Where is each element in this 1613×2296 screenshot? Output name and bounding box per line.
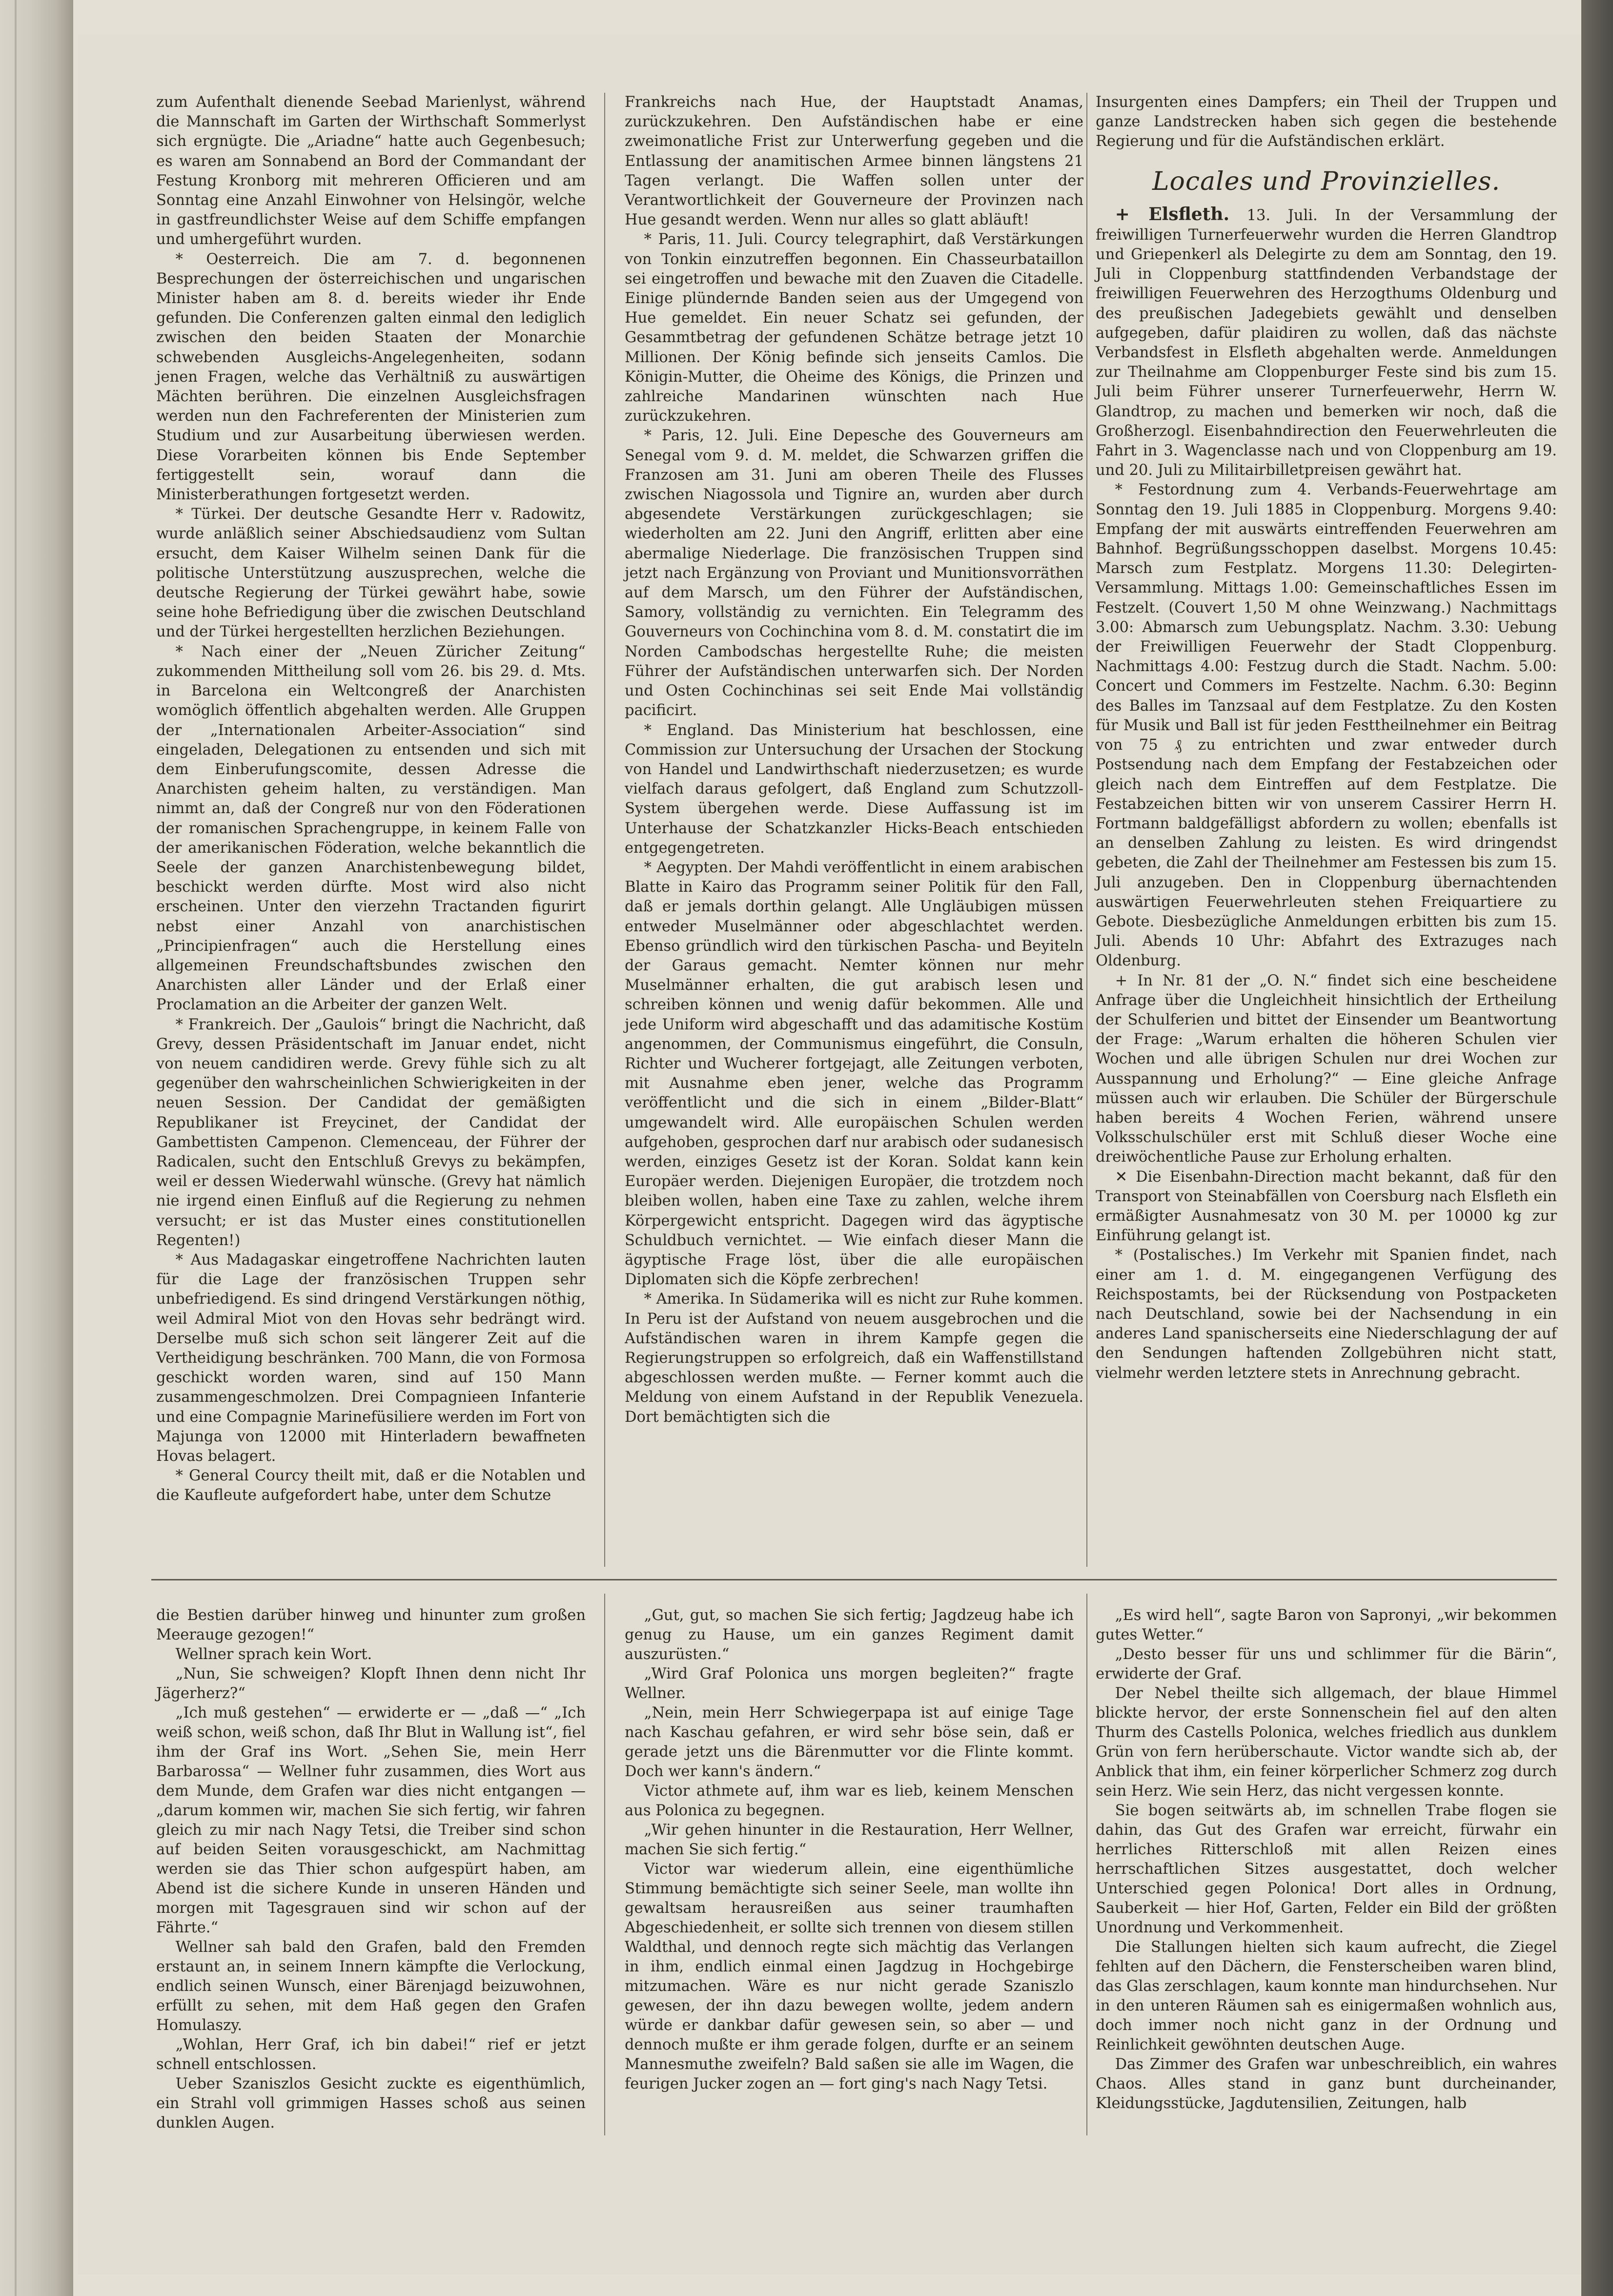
paragraph: Wellner sah bald den Grafen, bald den Fremden erstaunt an, in seinem Innern kämpfte die Verlockung, endlich seinen Wunsch, einer Bärenjagd beizuwohnen, erfüllt zu sehen, mit dem Haß gegen den Grafen Homulaszy. [156, 1939, 586, 2034]
section-heading: Locales und Provinzielles. [1152, 166, 1501, 196]
paragraph: Victor war wiederum allein, eine eigenthümliche Stimmung bemächtigte sich seiner Seele, man wollte ihn gewaltsam herausreißen aus seiner traumhaften Abgeschiedenheit, er sollte sich trennen von diesem stillen Waldthal, und dennoch regte sich mächtig das Verlangen in ihm, endlich einmal einen Jagdzug in Hochgebirge mitzumachen. Wäre es nur nicht gerade Szaniszlo gewesen, der ihn dazu bewegen wollte, jedem andern würde er dankbar dafür gewesen sein, so aber — und dennoch mußte er ihm gerade folgen, durfte er an seinem Mannesmuthe zweifeln? Bald saßen sie alle im Wagen, die feurigen Jucker zogen an — fort ging's nach Nagy Tetsi. [625, 1861, 1074, 2092]
paragraph: „Ich muß gestehen“ — erwiderte er — „daß —“ „Ich weiß schon, weiß schon, daß Ihr Blut in Wallung ist“, fiel ihm der Graf ins Wort. „Sehen Sie, mein Herr Barbarossa“ — Wellner fuhr zusammen, dies Wort aus dem Munde, dem Grafen war dies nicht entgangen — „darum kommen wir, machen Sie sich fertig, wir fahren gleich zu mir nach Nagy Tetsi, die Treiber sind schon auf beiden Seiten vorausgeschickt, am Nachmittag werden sie das Thier schon aufgespürt haben, am Abend ist die sichere Kunde in unseren Händen und morgen mit Tagesgrauen sind wir schon auf der Fährte.“ [156, 1704, 586, 1936]
paragraph: * Frankreich. Der „Gaulois“ bringt die Nachricht, daß Grevy, dessen Präsidentschaft im Januar endet, nicht von neuem candidiren werde. Grevy fühle sich zu alt gegenüber den wahrscheinlichen Schwierigkeiten in der neuen Session. Der Candidat der gemäßigten Republikaner ist Freycinet, der Candidat der Gambettisten Campenon. Clemenceau, der Führer der Radicalen, sucht den Entschluß Grevys zu bekämpfen, weil er dessen Wiederwahl wünsche. (Grevy hat nämlich nie irgend einen Einfluß auf die Regierung zu nehmen versucht; er ist das Muster eines constitutionellen Regenten!) [156, 1016, 586, 1249]
paragraph: Die Stallungen hielten sich kaum aufrecht, die Ziegel fehlten auf den Dächern, die Fensterscheiben waren blind, das Glas zerschlagen, kaum konnte man hindurchsehen. Nur in den unteren Räumen sah es einigermaßen wohnlich aus, doch immer noch nicht ganz in der Ordnung und Reinlichkeit gewöhnten deutschen Auge. [1096, 1939, 1557, 2053]
news-column-3 [1096, 93, 1557, 1383]
feuilleton-rule-1 [604, 1594, 605, 2135]
paragraph: Wellner sprach kein Wort. [175, 1646, 372, 1663]
paragraph: „Nun, Sie schweigen? Klopft Ihnen denn nicht Ihr Jägerherz?“ [156, 1665, 586, 1702]
paragraph: „Gut, gut, so machen Sie sich fertig; Jagdzeug habe ich genug zu Hause, um ein ganzes Regiment damit auszurüsten.“ [625, 1607, 1074, 1663]
paragraph: * Oesterreich. Die am 7. d. begonnenen Besprechungen der österreichischen und ungarischen Minister haben am 8. d. bereits wieder ihr Ende gefunden. Die Conferenzen galten einmal den lediglich zwischen den beiden Staaten der Monarchie schwebenden Ausgleichs-Angelegenheiten, sodann jenen Fragen, welche das Verhältniß zu auswärtigen Mächten berühren. Die einzelnen Ausgleichsfragen werden nun den Fachreferenten der Ministerien zum Studium und zur Ausarbeitung überwiesen werden. Diese Vorarbeiten können bis Ende September fertiggestellt sein, worauf dann die Ministerberathungen fortgesetzt werden. [156, 250, 586, 504]
page-edge-shadow [1581, 0, 1613, 2296]
news-column-1 [156, 93, 586, 1506]
paragraph: Der Nebel theilte sich allgemach, der blaue Himmel blickte hervor, der erste Sonnenschein fiel auf den alten Thurm des Castells Polonica, welches friedlich aus dunklem Grün von fern herüberschaute. Victor wandte sich ab, der Anblick that ihm, ein feiner körperlicher Schmerz zog durch sein Herz. Wie sein Herz, das nicht vergessen konnte. [1096, 1685, 1557, 1800]
paragraph: * Festordnung zum 4. Verbands-Feuerwehrtage am Sonntag den 19. Juli 1885 in Cloppenburg. Morgens 9.40: Empfang der mit auswärts eintreffenden Feuerwehren am Bahnhof. Begrüßungsschoppen daselbst. Morgens 10.45: Marsch zum Festplatz. Morgens 11.30: Delegirten-Versammlung. Mittags 1.00: Gemeinschaftliches Essen im Festzelt. (Couvert 1,50 M ohne Weinzwang.) Nachmittags 3.00: Abmarsch zum Uebungsplatz. Nachm. 3.30: Uebung der Freiwilligen Feuerwehr der Stadt Cloppenburg. Nachmittags 4.00: Festzug durch die Stadt. Nachm. 5.00: Concert und Commers im Festzelte. Nachm. 6.30: Beginn des Balles im Tanzsaal auf dem Festplatze. Zu den Kosten für Musik und Ball ist für jeden Festtheilnehmer ein Beitrag von 75 ₰ zu entrichten und zwar entweder durch Postsendung nach dem Empfang der Festabzeichen oder gleich nach dem Eintreffen auf dem Festplatze. Die Festabzeichen bitten wir von unserem Cassirer Herrn H. Fortmann baldgefälligst abfordern zu wollen; ebenfalls ist an denselben Zahlung zu leisten. Es wird dringendst gebeten, die Zahl der Theilnehmer am Festessen bis zum 15. Juli anzugeben. Den in Cloppenburg übernachtenden auswärtigen Feuerwehrleuten stehen Freiquartiere zu Gebote. Diesbezügliche Anmeldungen erbitten bis zum 15. Juli. Abends 10 Uhr: Abfahrt des Extrazuges nach Oldenburg. [1096, 481, 1557, 970]
paragraph: * Amerika. In Südamerika will es nicht zur Ruhe kommen. In Peru ist der Aufstand von neuem ausgebrochen und die Aufständischen waren in ihrem Kampfe gegen die Regierungstruppen so erfolgreich, daß ein Waffenstillstand abgeschlossen werden mußte. — Ferner kommt auch die Meldung von einem Aufstand in der Republik Venezuela. Dort bemächtigten sich die [625, 1291, 1083, 1426]
paragraph: „Desto besser für uns und schlimmer für die Bärin“, erwiderte der Graf. [1096, 1646, 1557, 1682]
paragraph: * Paris, 11. Juli. Courcy telegraphirt, daß Verstärkungen von Tonkin einzutreffen begonnen. Ein Chasseurbataillon sei eingetroffen und bewache mit den Zuaven die Citadelle. Einige plündernde Banden seien aus der Umgegend von Hue gemeldet. Ein neuer Schatz sei gefunden, der Gesammtbetrag der gefundenen Schätze betrage jetzt 10 Millionen. Der König befinde sich jenseits Camlos. Die Königin-Mutter, die Oheime des Königs, die Prinzen und zahlreiche Mandarinen wünschten nach Hue zurückzukehren. [625, 231, 1083, 425]
paragraph: ✕ Die Eisenbahn-Direction macht bekannt, daß für den Transport von Steinabfällen von Coersburg nach Elsfleth ein ermäßigter Ausnahmesatz von 30 M. per 10000 kg zur Einführung gelangt ist. [1096, 1168, 1557, 1245]
paragraph: „Nein, mein Herr Schwiegerpapa ist auf einige Tage nach Kaschau gefahren, er wird sehr böse sein, daß er gerade jetzt uns die Bärenmutter vor die Flinte kommt. Doch wer kann's ändern.“ [625, 1704, 1074, 1780]
paragraph: * England. Das Ministerium hat beschlossen, eine Commission zur Untersuchung der Ursachen der Stockung von Handel und Landwirthschaft niederzusetzen; es wurde vielfach daraus gefolgert, daß England zum Schutzzoll-System übergehen werde. Diese Auffassung ist im Unterhause der Schatzkanzler Hicks-Beach entschieden entgegengetreten. [625, 721, 1083, 857]
paragraph: * Aus Madagaskar eingetroffene Nachrichten lauten für die Lage der französischen Truppen sehr unbefriedigend. Es sind dringend Verstärkungen nöthig, weil Admiral Miot von den Hovas sehr bedrängt wird. Derselbe muß sich schon seit längerer Zeit auf die Vertheidigung beschränken. 700 Mann, die von Formosa geschickt worden waren, sind auf 150 Mann zusammengeschmolzen. Drei Compagnieen Infanterie und eine Compagnie Marinefüsiliere werden im Fort von Majunga von 12000 mit Hinterladern bewaffneten Hovas belagert. [156, 1251, 586, 1465]
column-rule-1 [604, 93, 605, 1567]
paragraph: „Wohlan, Herr Graf, ich bin dabei!“ rief er jetzt schnell entschlossen. [156, 2036, 586, 2073]
paragraph: Insurgenten eines Dampfers; ein Theil der Truppen und ganze Landstrecken haben sich gegen die bestehende Regierung und für die Aufständischen erklärt. [1096, 94, 1557, 150]
feuilleton-divider [151, 1579, 1557, 1580]
feuilleton-column-3 [1096, 1606, 1557, 2113]
feuilleton-column-2 [625, 1606, 1074, 2094]
paragraph: Victor athmete auf, ihm war es lieb, keinem Menschen aus Polonica zu begegnen. [625, 1783, 1074, 1819]
paragraph: Frankreichs nach Hue, der Hauptstadt Anamas, zurückzukehren. Den Aufständischen habe er eine zweimonatliche Frist zur Unterwerfung gegeben und die Entlassung der anamitischen Armee binnen längstens 21 Tagen verlangt. Die Waffen sollen unter der Verantwortlichkeit der Gouverneure der Provinzen nach Hue gesandt werden. Wenn nur alles so glatt abläuft! [625, 94, 1083, 229]
news-column-2 [625, 93, 1083, 1427]
paragraph: * Türkei. Der deutsche Gesandte Herr v. Radowitz, wurde anläßlich seiner Abschiedsaudienz vom Sultan ersucht, dem Kaiser Wilhelm seinen Dank für die politische Unterstützung auszusprechen, welche die deutsche Regierung der Türkei gewährt habe, sowie seine hohe Befriedigung über die zwischen Deutschland und der Türkei hergestellten herzlichen Beziehungen. [156, 506, 586, 641]
paragraph: * (Postalisches.) Im Verkehr mit Spanien findet, nach einer am 1. d. M. eingegangenen Verfügung des Reichspostamts, bei der Rücksendung von Postpacketen nach Deutschland, sowie bei der Nachsendung in ein anderes Land spanischerseits eine Niederschlagung der auf den Sendungen haftenden Zollgebühren nicht statt, vielmehr werden letztere stets in Anrechnung gebracht. [1096, 1247, 1557, 1382]
feuilleton-column-1 [156, 1606, 586, 2133]
paragraph: „Es wird hell“, sagte Baron von Sapronyi, „wir bekommen gutes Wetter.“ [1096, 1607, 1557, 1643]
place-heading: + Elsfleth. [1115, 204, 1229, 225]
paragraph: „Wir gehen hinunter in die Restauration, Herr Wellner, machen Sie sich fertig.“ [625, 1822, 1074, 1858]
paragraph: „Wird Graf Polonica uns morgen begleiten?“ fragte Wellner. [625, 1665, 1074, 1702]
paragraph: * General Courcy theilt mit, daß er die Notablen und die Kaufleute aufgefordert habe, unter dem Schutze [156, 1467, 586, 1504]
paragraph: + In Nr. 81 der „O. N.“ findet sich eine bescheidene Anfrage über die Ungleichheit hinsichtlich der Ertheilung der Schulferien und bittet der Einsender um Beantwortung der Frage: „Warum erhalten die höheren Schulen vier Wochen und alle übrigen Schulen nur drei Wochen zur Ausspannung und Erholung?“ — Eine gleiche Anfrage müssen auch wir erlauben. Die Schüler der Bürgerschule haben bereits 4 Wochen Ferien, während unsere Volksschulschüler erst mit Schluß dieser Woche eine dreiwöchentliche Pause zur Erholung erhalten. [1096, 972, 1557, 1166]
paragraph: Ueber Szaniszlos Gesicht zuckte es eigenthümlich, ein Strahl voll grimmigen Hasses schoß aus seinen dunklen Augen. [156, 2075, 586, 2132]
book-binding [0, 0, 73, 2296]
paragraph: * Paris, 12. Juli. Eine Depesche des Gouverneurs am Senegal vom 9. d. M. meldet, die Schwarzen griffen die Franzosen am 31. Juni am oberen Theile des Flusses zwischen Niagossola und Tignire an, wurden aber durch abgesendete Verstärkungen zurückgeschlagen; sie wiederholten am 22. Juni den Angriff, erlitten aber eine abermalige Niederlage. Die französischen Truppen sind jetzt nach Ergänzung von Proviant und Munitionsvorräthen auf dem Marsch, um den Führer der Aufständischen, Samory, vollständig zu vernichten. Ein Telegramm des Gouverneurs von Cochinchina vom 8. d. M. constatirt die im Norden Cambodschas hergestellte Ruhe; die meisten Führer der Aufständischen unterwarfen sich. Der Norden und Osten Cochinchinas sei seit Ende Mai vollständig pacificirt. [625, 427, 1083, 719]
paragraph: Sie bogen seitwärts ab, im schnellen Trabe flogen sie dahin, das Gut des Grafen war erreicht, fürwahr ein herrliches Ritterschloß mit allen Reizen eines herrschaftlichen Sitzes ausgestattet, doch welcher Unterschied gegen Polonica! Dort alles in Ordnung, Sauberkeit — hier Hof, Garten, Felder ein Bild der größten Unordnung und Verkommenheit. [1096, 1802, 1557, 1936]
paragraph: 13. Juli. In der Versammlung der freiwilligen Turnerfeuerwehr wurden die Herren Glandtrop und Griepenkerl als Delegirte zu dem am Sonntag, den 19. Juli in Cloppenburg stattfindenden Verbandstage der freiwilligen Feuerwehren des Herzogthums Oldenburg und des preußischen Jadegebiets gewählt und denselben aufgegeben, dafür plaidiren zu wollen, daß das nächste Verbandsfest in Elsfleth abgehalten werde. Anmeldungen zur Theilnahme am Cloppenburger Feste sind bis zum 15. Juli beim Führer unserer Turnerfeuerwehr, Herrn W. Glandtrop, zu machen und bemerken wir noch, daß die Großherzogl. Eisenbahndirection den Feuerwehrleuten die Fahrt in 3. Wagenclasse nach und von Cloppenburg am 19. und 20. Juli zu Militairbilletpreisen gewährt hat. [1096, 206, 1557, 479]
column-rule-2 [1086, 93, 1087, 1567]
paragraph: * Aegypten. Der Mahdi veröffentlicht in einem arabischen Blatte in Kairo das Programm seiner Politik für den Fall, daß er jemals dorthin gelangt. Alle Ungläubigen müssen entweder Muselmänner oder abgeschlachtet werden. Ebenso gründlich wird den türkischen Pascha- und Beyiteln der Garaus gemacht. Nemter können nur mehr Muselmänner erhalten, die gut arabisch lesen und schreiben können und wenig dafür bekommen. Alle und jede Uniform wird abgeschafft und das adamitische Kostüm angenommen, der Communismus eingeführt, die Consuln, Richter und Wucherer fortgejagt, alle Zeitungen verboten, mit Ausnahme eben jener, welche das Programm veröffentlicht und die sich in einem „Bilder-Blatt“ umgewandelt wird. Alle europäischen Schulen werden aufgehoben, gesprochen darf nur arabisch oder sudanesisch werden, einziges Gesetz ist der Koran. Soldat kann kein Europäer werden. Diejenigen Europäer, die trotzdem noch bleiben wollen, haben eine Taxe zu zahlen, welche ihrem Körpergewicht entspricht. Dagegen wird das ägyptische Schuldbuch vernichtet. — Wie einfach dieser Mann die ägyptische Frage löst, über die alle europäischen Diplomaten sich die Köpfe zerbrechen! [625, 859, 1083, 1289]
paragraph: die Bestien darüber hinweg und hinunter zum großen Meerauge gezogen!“ [156, 1607, 586, 1643]
paragraph: * Nach einer der „Neuen Züricher Zeitung“ zukommenden Mittheilung soll vom 26. bis 29. d. Mts. in Barcelona ein Weltcongreß der Anarchisten womöglich öffentlich abgehalten werden. Alle Gruppen der „Internationalen Arbeiter-Association“ sind eingeladen, Delegationen zu entsenden und sich mit dem Einberufungscomite, dessen Adresse die Anarchisten geheim halten, zu verständigen. Man nimmt an, daß der Congreß nur von den Föderationen der romanischen Sprachengruppe, in keinem Falle von der amerikanischen Föderation, welche bekanntlich die Seele der ganzen Anarchistenbewegung bildet, beschickt werden dürfte. Most wird also nicht erscheinen. Unter den vierzehn Tractanden figurirt nebst einer Anzahl von anarchistischen „Principienfragen“ auch die Herstellung eines allgemeinen Freundschaftsbundes zwischen den Anarchisten aller Länder und der Erlaß einer Proclamation an die Arbeiter der ganzen Welt. [156, 643, 586, 1014]
paragraph: Das Zimmer des Grafen war unbeschreiblich, ein wahres Chaos. Alles stand in ganz bunt durcheinander, Kleidungsstücke, Jagdutensilien, Zeitungen, halb [1096, 2056, 1557, 2112]
paragraph: zum Aufenthalt dienende Seebad Marienlyst, während die Mannschaft im Garten der Wirthschaft Sommerlyst sich ergnügte. Die „Ariadne“ hatte auch Gegenbesuch; es waren am Sonnabend an Bord der Commandant der Festung Kronborg mit mehreren Officieren und am Sonntag eine Anzahl Einwohner von Helsingör, welche in gastfreundlichster Weise auf dem Schiffe empfangen und umhergeführt wurden. [156, 94, 586, 248]
feuilleton-rule-2 [1086, 1594, 1087, 2135]
